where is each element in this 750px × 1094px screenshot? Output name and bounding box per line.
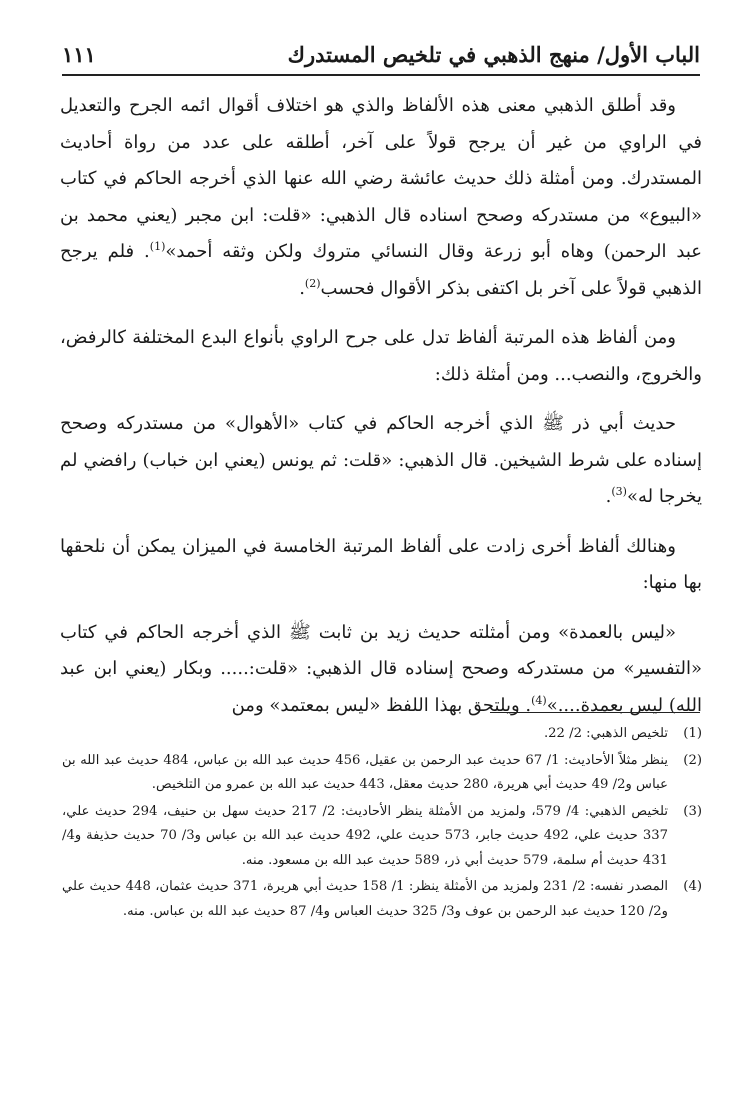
footnote-ref-3: (3): [611, 485, 627, 498]
header-rule: [62, 74, 700, 76]
paragraph-5: [60, 615, 702, 725]
footnotes: [62, 722, 702, 926]
footnote-number: (2): [683, 752, 702, 768]
footnote-4: [62, 875, 702, 924]
footnote-1: [62, 722, 702, 747]
running-header: [62, 40, 700, 74]
paragraph-5-text-2: . ويلتحق بهذا اللفظ «ليس بمعتمد» ومن: [231, 694, 532, 716]
paragraph-2-text: ومن ألفاظ هذه المرتبة ألفاظ تدل على جرح الراوي بأنواع البدع المختلفة كالرفض، والخروج، والنصب... ومن أمثلة ذلك:: [60, 327, 702, 385]
footnote-ref-1: (1): [149, 240, 166, 253]
footnote-text: المصدر نفسه: 2/ 231 ولمزيد من الأمثلة ينظر: 1/ 158 حديث أبي هريرة، 371 حديث عثمان، 448 حديث علي و2/ 120 حديث عبد الرحمن بن عوف و3/ 325 حديث العباس و4/ 87 حديث عبد الله بن عباس. منه.: [62, 879, 669, 919]
footnote-number: (4): [683, 879, 702, 894]
main-text: [60, 88, 702, 737]
paragraph-4: [60, 529, 702, 602]
paragraph-4-text: وهنالك ألفاظ أخرى زادت على ألفاظ المرتبة الخامسة في الميزان يمكن أن نلحقها بها منها:: [60, 535, 702, 593]
footnote-text: تلخيص الذهبي: 2/ 22.: [543, 726, 668, 741]
footnote-2: [62, 749, 702, 798]
footnote-number: (1): [683, 726, 702, 741]
page-number: ١١١: [62, 42, 96, 67]
paragraph-1-text-3: .: [299, 277, 305, 299]
chapter-title: الباب الأول/ منهج الذهبي في تلخيص المستدرك: [287, 42, 700, 67]
paragraph-5-text: «ليس بالعمدة» ومن أمثلته حديث زيد بن ثابت ﷺ الذي أخرجه الحاكم في كتاب «التفسير» من مستدركه وصحح إسناده قال الذهبي: «قلت:..... وبكار (يعني ابن عبد الله) ليس بعمدة....»: [60, 621, 702, 716]
footnote-text: تلخيص الذهبي: 4/ 579، ولمزيد من الأمثلة ينظر الأحاديث: 2/ 217 حديث سهل بن حنيف، 294 حديث علي، 337 حديث علي، 492 حديث جابر، 573 حديث علي، 492 حديث عبد الله بن عباس و3/ 70 حديث حذيفة و4/ 431 حديث أم سلمة، 579 حديث أبي ذر، 589 حديث عبد الله بن مسعود. منه.: [62, 803, 669, 868]
footnote-ref-2: (2): [304, 276, 321, 290]
paragraph-3-text: حديث أبي ذر ﷺ الذي أخرجه الحاكم في كتاب «الأهوال» من مستدركه وصحح إسناده على شرط الشيخين. قال الذهبي: «قلت: ثم يونس (يعني ابن خباب) رافضي لم يخرجا له»: [60, 413, 702, 507]
footnote-text: ينظر مثلاً الأحاديث: 1/ 67 حديث عبد الرحمن بن عقيل، 456 حديث عبد الله بن عباس، 484 حديث عبد الله بن عباس و2/ 49 حديث أبي هريرة، 280 حديث معقل، 443 حديث عبد الله بن عمرو من التلخيص.: [62, 752, 668, 792]
paragraph-2: [60, 320, 702, 393]
footnote-ref-4: (4): [531, 693, 547, 707]
footnote-rule: [490, 712, 700, 713]
footnote-number: (3): [683, 803, 702, 819]
paragraph-1: [60, 88, 702, 307]
paragraph-1-text-2: . فلم يرجح الذهبي قولاً على آخر بل اكتفى بذكر الأقوال فحسب: [60, 241, 702, 299]
paragraph-1-text: وقد أطلق الذهبي معنى هذه الألفاظ والذي هو اختلاف أقوال ائمه الجرح والتعديل في الراوي من غير أن يرجح قولاً على آخر، أطلقه على عدد من رواة أحاديث المستدرك. ومن أمثلة ذلك حديث عائشة رضي الله عنها الذي أخرجه الحاكم في كتاب «البيوع» من مستدركه وصحح اسناده قال الذهبي: «قلت: ابن مجبر (يعني محمد بن عبد الرحمن) وهاه أبو زرعة وقال النسائي متروك ولكن وثقه أحمد»: [60, 95, 702, 262]
paragraph-3: [60, 406, 702, 516]
paragraph-3-text-2: .: [605, 486, 612, 507]
footnote-3: [62, 800, 702, 874]
